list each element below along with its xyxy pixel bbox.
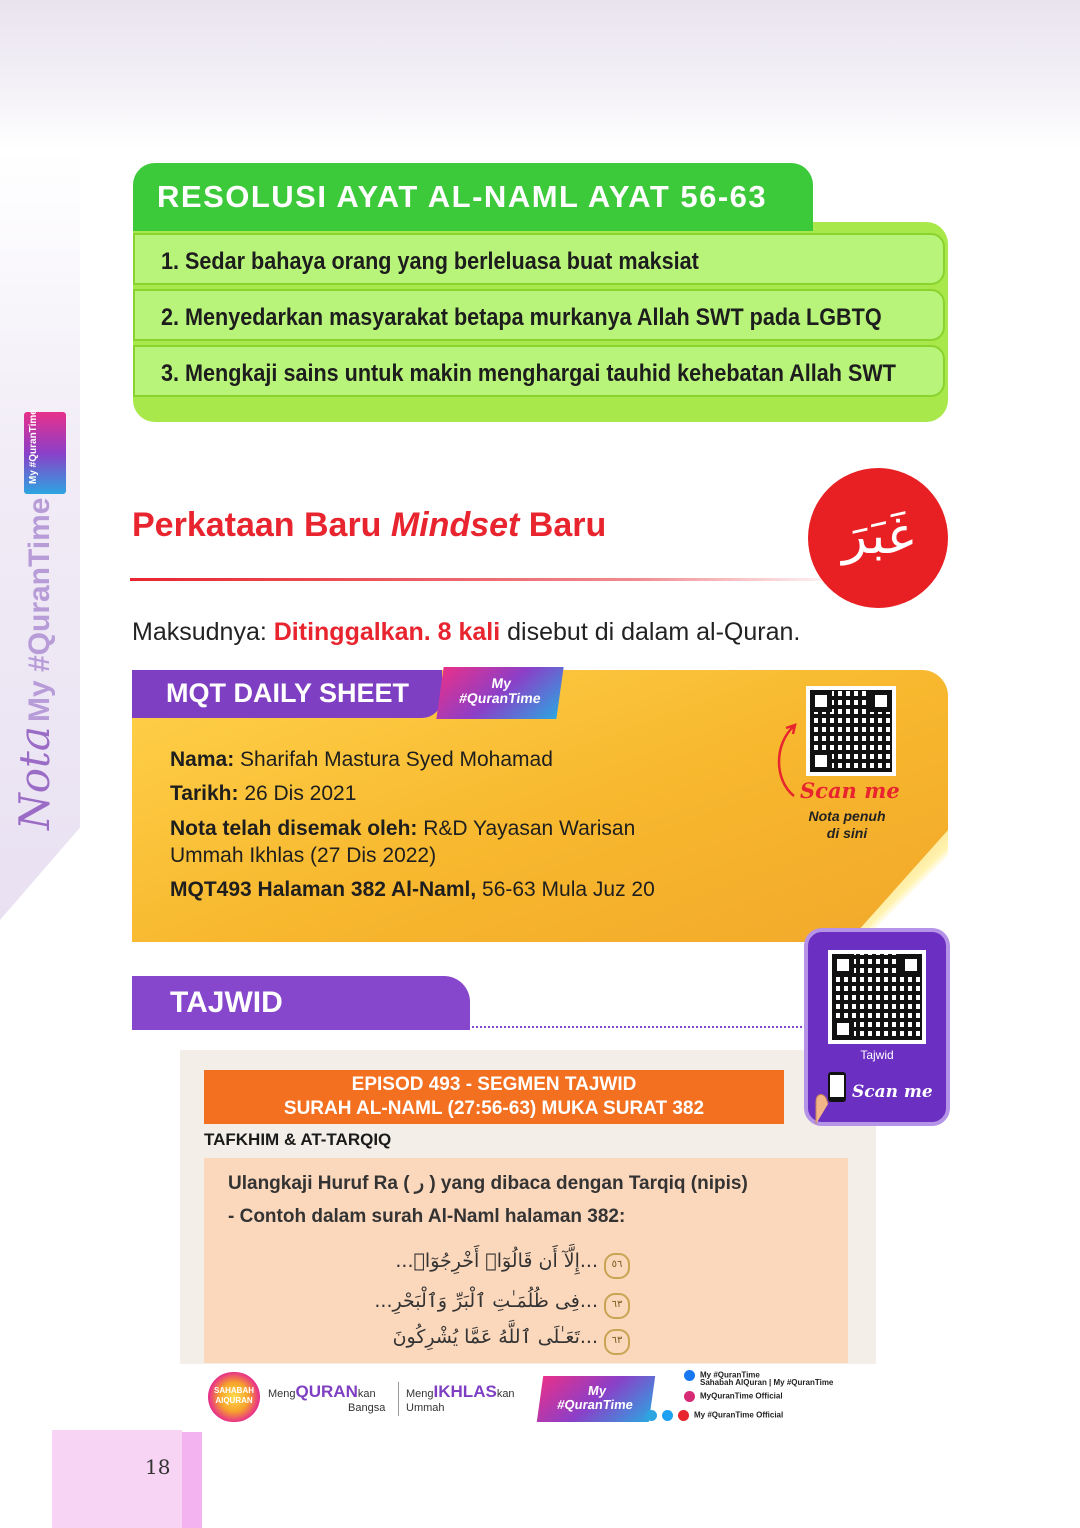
social-youtube: My #QuranTime Official [646, 1410, 783, 1421]
side-mqt-logo: My #QuranTime [24, 412, 66, 494]
ayat-example: ٥٦...إِلَّآ أَن قَالُوٓا۟ أَخْرِجُوٓا۟... [300, 1250, 630, 1279]
qr-code-nota[interactable] [806, 686, 896, 776]
telegram-icon [646, 1410, 657, 1421]
tajwid-qr-label: Tajwid [860, 1048, 894, 1062]
tajwid-subtitle: TAFKHIM & AT-TARQIQ [204, 1130, 392, 1149]
twitter-icon [662, 1410, 673, 1421]
ayat-example: ٦٣...فِى ظُلُمَـٰتِ ٱلْبَرِّ وَٱلْبَحْرِ... [300, 1290, 630, 1319]
tagline-ikhlas: MengIKHLASkan [406, 1382, 515, 1401]
episode-header: EPISOD 493 - SEGMEN TAJWID SURAH AL-NAML (27:56-63) MUKA SURAT 382 [204, 1070, 784, 1124]
page-number-tab-inner [52, 1430, 182, 1528]
tagline-divider [398, 1382, 399, 1416]
info-tarikh: Tarikh: 26 Dis 2021 [170, 782, 357, 805]
tajwid-divider [132, 1026, 810, 1028]
tagline-quran-sub: Bangsa [348, 1402, 386, 1414]
resolusi-item: 2. Menyedarkan masyarakat betapa murkanya Allah SWT pada LGBTQ [133, 289, 945, 341]
mqt-logo: My #QuranTime [436, 667, 563, 719]
resolusi-title: RESOLUSI AYAT AL-NAML AYAT 56-63 [157, 179, 768, 214]
facebook-icon [684, 1370, 695, 1381]
info-semak-2: Ummah Ikhlas (27 Dis 2022) [170, 844, 437, 867]
tajwid-scan-me: Scan me [852, 1082, 933, 1102]
arabic-word-badge: غَبَرَ [808, 468, 948, 608]
top-pattern-band [0, 0, 1080, 150]
instagram-icon [684, 1391, 695, 1402]
scan-me-label: Scan me [800, 778, 900, 803]
social-facebook: My #QuranTime [684, 1370, 760, 1381]
tajwid-line-2: - Contoh dalam surah Al-Naml halaman 382: [228, 1206, 626, 1227]
tajwid-line-1: Ulangkaji Huruf Ra ( ر ) yang dibaca dengan Tarqiq (nipis) [228, 1173, 748, 1194]
phone-hand-icon [812, 1068, 852, 1124]
tagline-ikhlas-sub: Ummah [406, 1402, 445, 1414]
resolusi-item: 1. Sedar bahaya orang yang berleluasa buat maksiat [133, 233, 945, 285]
youtube-icon [678, 1410, 689, 1421]
social-instagram: MyQuranTime Official [684, 1391, 783, 1402]
page-number: 18 [145, 1455, 171, 1479]
nota-penuh-label: Nota penuh di sini [808, 808, 886, 841]
info-nama: Nama: Sharifah Mastura Syed Mohamad [170, 748, 553, 771]
sahabah-logo: SAHABAH AlQURAN [208, 1372, 260, 1422]
perkataan-title: Perkataan Baru Mindset Baru [132, 506, 607, 544]
resolusi-header [133, 163, 813, 231]
info-semak: Nota telah disemak oleh: R&D Yayasan Warisan [170, 817, 636, 840]
side-title: NotaMy #QuranTime [10, 497, 59, 830]
tajwid-tab: TAJWID [132, 976, 470, 1030]
qr-code-tajwid[interactable] [828, 950, 926, 1044]
resolusi-item: 3. Mengkaji sains untuk makin menghargai tauhid kehebatan Allah SWT [133, 345, 945, 397]
meaning-text: Maksudnya: Ditinggalkan. 8 kali disebut di dalam al-Quran. [132, 618, 801, 646]
divider [130, 578, 850, 581]
curved-arrow-icon [772, 720, 802, 800]
social-facebook-2: Sahabah AlQuran | My #QuranTime [700, 1378, 834, 1387]
ayat-example: ٦٣...تَعَـٰلَى ٱللَّهُ عَمَّا يُشْرِكُونَ [300, 1326, 630, 1355]
daily-sheet-tab: MQT DAILY SHEET [132, 670, 442, 718]
footer-mqt-logo: My #QuranTime [537, 1376, 655, 1422]
info-ref: MQT493 Halaman 382 Al-Naml, 56-63 Mula Juz 20 [170, 878, 655, 901]
tagline-quran: MengQURANkan [268, 1382, 376, 1401]
